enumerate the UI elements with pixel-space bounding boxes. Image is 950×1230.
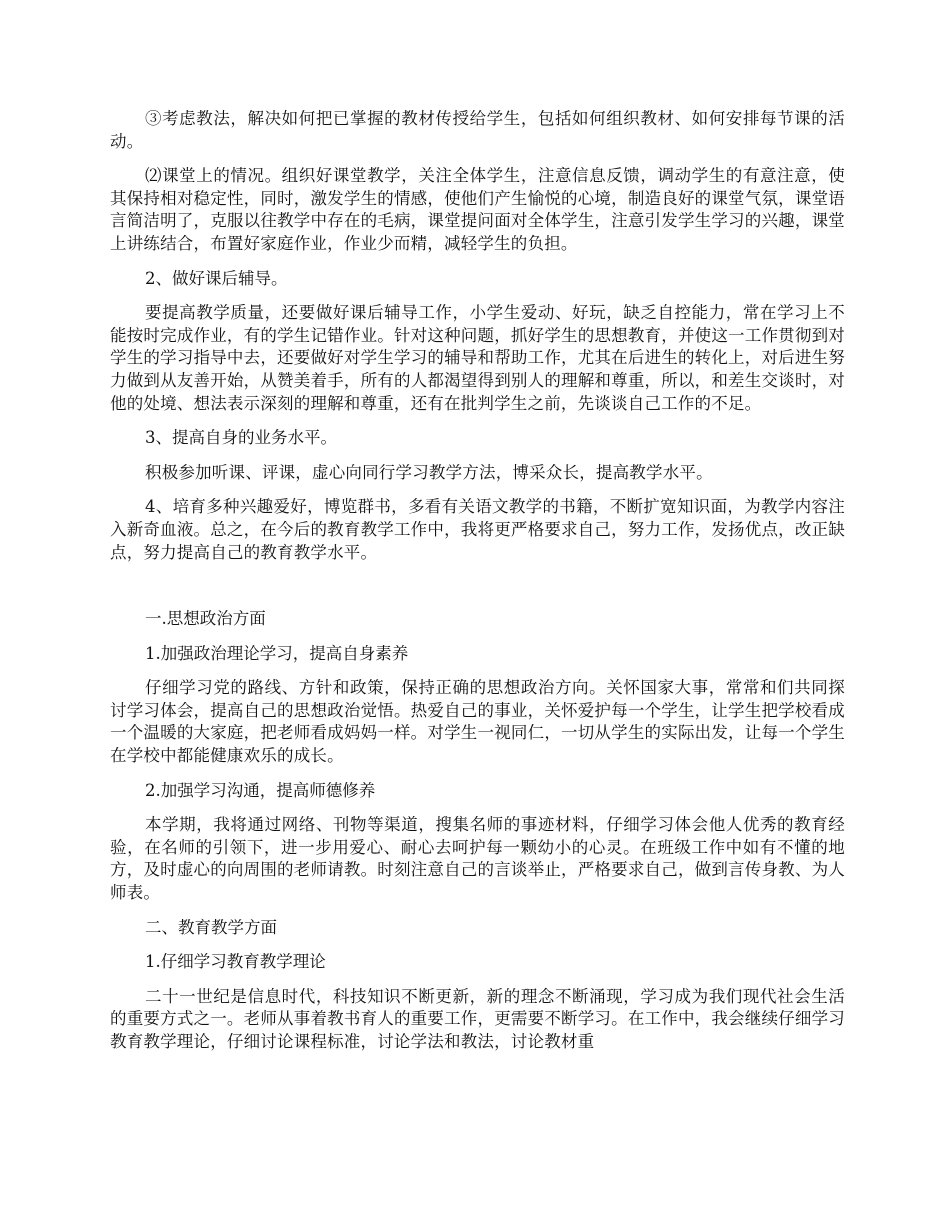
heading-teacher-ethics: 2.加强学习沟通，提高师德修养 (145, 780, 376, 800)
paragraph-political-theory: 仔细学习党的路线、方针和政策，保持正确的思想政治方向。关怀国家大事，常常和们共同探讨学习体会，提高自己的思想政治觉悟。热爱自己的事业，关怀爱护每一个学生，让学生把学校看成一个温暖的大家庭，把老师看成妈妈一样。对学生一视同仁，一切从学生的实际出发，让每一个学生在学校中都能健康欢乐的成长。 (110, 678, 845, 766)
paragraph-interests: 4、培育多种兴趣爱好，博览群书，多看有关语文教学的书籍，不断扩宽知识面，为教学内容注入新奇血液。总之，在今后的教育教学工作中，我将更严格要求自己，努力工作，发扬优点，改正缺点，努力提高自己的教育教学水平。 (110, 497, 845, 562)
section-spacer (110, 576, 845, 608)
heading-political-theory: 1.加强政治理论学习，提高自身素养 (145, 643, 409, 663)
paragraph-teacher-ethics: 本学期，我将通过网络、刊物等渠道，搜集名师的事迹材料，仔细学习体会他人优秀的教育经验，在名师的引领下，进一步用爱心、耐心去呵护每一颗幼小的心灵。在班级工作中如有不懂的地方，及时虚心的向周围的老师请教。时刻注意自己的言谈举止，严格要求自己，做到言传身教、为人师表。 (110, 815, 845, 903)
paragraph-education-theory: 二十一世纪是信息时代，科技知识不断更新，新的理念不断涌现，学习成为我们现代社会生活的重要方式之一。老师从事着教书育人的重要工作，更需要不断学习。在工作中，我会继续仔细学习教育教学理论，仔细讨论课程标准，讨论学法和教法，讨论教材重 (110, 986, 845, 1051)
heading-after-class-tutoring: 2、做好课后辅导。 (145, 268, 288, 288)
paragraph-classroom: ⑵课堂上的情况。组织好课堂教学，关注全体学生，注意信息反馈，调动学生的有意注意，使其保持相对稳定性，同时，激发学生的情感，使他们产生愉悦的心境，制造良好的课堂气氛，课堂语言简洁明了，克服以往教学中存在的毛病，课堂提问面对全体学生，注意引发学生学习的兴趣，课堂上讲练结合，布置好家庭作业，作业少而精，减轻学生的负担。 (110, 166, 845, 253)
heading-ideology-politics: 一.思想政治方面 (145, 609, 266, 629)
paragraph-professional-level: 积极参加听课、评课，虚心向同行学习教学方法，博采众长，提高教学水平。 (145, 462, 713, 482)
heading-professional-level: 3、提高自身的业务水平。 (145, 428, 337, 448)
paragraph-after-class-tutoring: 要提高教学质量，还要做好课后辅导工作，小学生爱动、好玩，缺乏自控能力，常在学习上不能按时完成作业，有的学生记错作业。针对这种问题，抓好学生的思想教育，并使这一工作贯彻到对学生的学习指导中去，还要做好对学生学习的辅导和帮助工作，尤其在后进生的转化上，对后进生努力做到从友善开始，从赞美着手，所有的人都渴望得到别人的理解和尊重，所以，和差生交谈时，对他的处境、想法表示深刻的理解和尊重，还有在批判学生之前，先谈谈自己工作的不足。 (110, 303, 845, 413)
heading-education-theory: 1.仔细学习教育教学理论 (145, 952, 326, 972)
heading-education-teaching: 二、教育教学方面 (145, 917, 277, 937)
paragraph-teaching-method: ③考虑教法，解决如何把已掌握的教材传授给学生，包括如何组织教材、如何安排每节课的活动。 (110, 109, 845, 151)
document-page (110, 108, 845, 1066)
